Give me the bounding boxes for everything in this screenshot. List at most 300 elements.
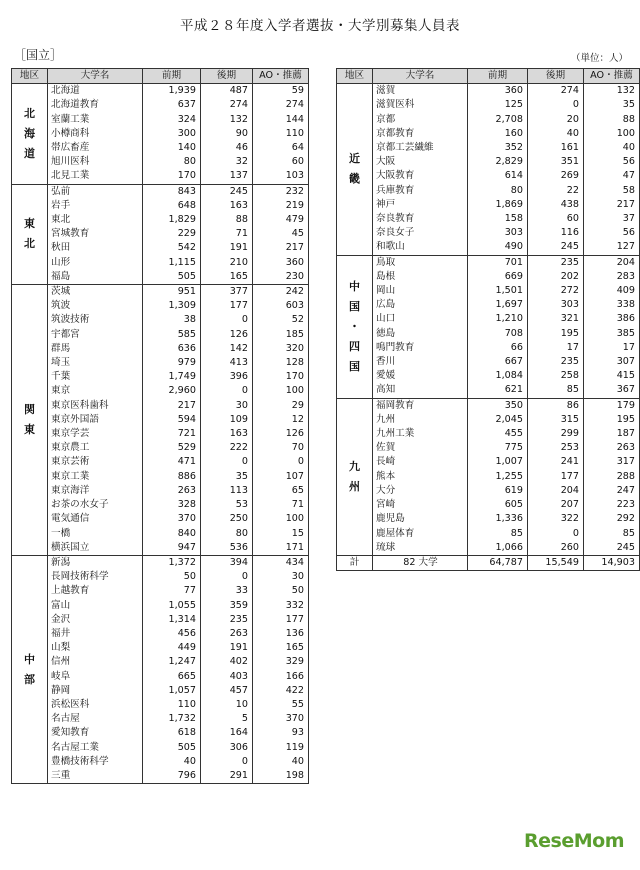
university-name: 筑波 bbox=[48, 299, 143, 313]
kouki-count: 40 bbox=[528, 127, 584, 141]
zenki-count: 840 bbox=[143, 527, 201, 541]
kouki-count: 142 bbox=[201, 342, 253, 356]
kouki-count: 88 bbox=[201, 213, 253, 227]
zenki-count: 1,732 bbox=[143, 712, 201, 726]
ao-count: 85 bbox=[584, 527, 640, 541]
header-region: 地区 bbox=[12, 69, 48, 84]
university-name: 宮城教育 bbox=[48, 227, 143, 241]
kouki-count: 394 bbox=[201, 555, 253, 570]
right-table-body bbox=[337, 84, 640, 556]
ao-count: 0 bbox=[253, 455, 309, 469]
zenki-count: 1,255 bbox=[468, 470, 528, 484]
zenki-count: 80 bbox=[143, 155, 201, 169]
ao-count: 307 bbox=[584, 355, 640, 369]
table-row bbox=[337, 369, 640, 383]
university-name: 茨城 bbox=[48, 285, 143, 300]
kouki-count: 163 bbox=[201, 427, 253, 441]
kouki-count: 235 bbox=[528, 355, 584, 369]
university-name: 広島 bbox=[373, 298, 468, 312]
ao-count: 29 bbox=[253, 399, 309, 413]
ao-count: 415 bbox=[584, 369, 640, 383]
kouki-count: 204 bbox=[528, 484, 584, 498]
ao-count: 317 bbox=[584, 455, 640, 469]
university-name: 帯広畜産 bbox=[48, 141, 143, 155]
university-name: 三重 bbox=[48, 769, 143, 784]
university-name: 福井 bbox=[48, 627, 143, 641]
table-row bbox=[12, 384, 309, 398]
zenki-count: 1,869 bbox=[468, 198, 528, 212]
zenki-count: 38 bbox=[143, 313, 201, 327]
university-name: 山形 bbox=[48, 256, 143, 270]
total-zenki: 64,787 bbox=[468, 555, 528, 570]
table-row bbox=[12, 584, 309, 598]
kouki-count: 260 bbox=[528, 541, 584, 556]
university-name: 一橋 bbox=[48, 527, 143, 541]
ao-count: 204 bbox=[584, 255, 640, 270]
table-row bbox=[337, 284, 640, 298]
table-row bbox=[12, 484, 309, 498]
zenki-count: 360 bbox=[468, 84, 528, 99]
zenki-count: 542 bbox=[143, 241, 201, 255]
university-name: 鹿児島 bbox=[373, 512, 468, 526]
kouki-count: 30 bbox=[201, 399, 253, 413]
table-row bbox=[12, 370, 309, 384]
ao-count: 64 bbox=[253, 141, 309, 155]
ao-count: 245 bbox=[584, 541, 640, 556]
university-name: 佐賀 bbox=[373, 441, 468, 455]
university-name: 電気通信 bbox=[48, 512, 143, 526]
university-name: 群馬 bbox=[48, 342, 143, 356]
zenki-count: 328 bbox=[143, 498, 201, 512]
zenki-count: 708 bbox=[468, 327, 528, 341]
table-row bbox=[337, 355, 640, 369]
ao-count: 386 bbox=[584, 312, 640, 326]
table-row bbox=[12, 512, 309, 526]
ao-count: 144 bbox=[253, 113, 309, 127]
ao-count: 45 bbox=[253, 227, 309, 241]
table-row bbox=[12, 769, 309, 784]
university-name: 徳島 bbox=[373, 327, 468, 341]
university-name: 旭川医科 bbox=[48, 155, 143, 169]
zenki-count: 636 bbox=[143, 342, 201, 356]
ao-count: 217 bbox=[584, 198, 640, 212]
table-row bbox=[12, 413, 309, 427]
total-universities: 82 大学 bbox=[373, 555, 468, 570]
zenki-count: 1,829 bbox=[143, 213, 201, 227]
ao-count: 37 bbox=[584, 212, 640, 226]
kouki-count: 113 bbox=[201, 484, 253, 498]
kouki-count: 177 bbox=[528, 470, 584, 484]
zenki-count: 665 bbox=[143, 670, 201, 684]
table-row bbox=[337, 212, 640, 226]
kouki-count: 207 bbox=[528, 498, 584, 512]
header-zenki: 前期 bbox=[143, 69, 201, 84]
zenki-count: 1,372 bbox=[143, 555, 201, 570]
zenki-count: 352 bbox=[468, 141, 528, 155]
region-cell: 関 東 bbox=[12, 285, 48, 556]
zenki-count: 456 bbox=[143, 627, 201, 641]
university-name: 鳴門教育 bbox=[373, 341, 468, 355]
table-row bbox=[337, 298, 640, 312]
zenki-count: 621 bbox=[468, 383, 528, 398]
table-row bbox=[12, 712, 309, 726]
zenki-count: 1,115 bbox=[143, 256, 201, 270]
university-name: 奈良女子 bbox=[373, 226, 468, 240]
zenki-count: 701 bbox=[468, 255, 528, 270]
kouki-count: 202 bbox=[528, 270, 584, 284]
kouki-count: 0 bbox=[201, 384, 253, 398]
kouki-count: 291 bbox=[201, 769, 253, 784]
university-name: 弘前 bbox=[48, 184, 143, 199]
ao-count: 247 bbox=[584, 484, 640, 498]
kouki-count: 402 bbox=[201, 655, 253, 669]
zenki-count: 605 bbox=[468, 498, 528, 512]
university-name: 京都 bbox=[373, 113, 468, 127]
ao-count: 47 bbox=[584, 169, 640, 183]
zenki-count: 1,336 bbox=[468, 512, 528, 526]
table-row bbox=[12, 670, 309, 684]
table-row bbox=[337, 84, 640, 99]
table-row bbox=[12, 342, 309, 356]
table-row bbox=[12, 98, 309, 112]
kouki-count: 274 bbox=[201, 98, 253, 112]
table-row bbox=[12, 84, 309, 99]
ao-count: 71 bbox=[253, 498, 309, 512]
kouki-count: 272 bbox=[528, 284, 584, 298]
table-row bbox=[12, 328, 309, 342]
zenki-count: 619 bbox=[468, 484, 528, 498]
zenki-count: 1,007 bbox=[468, 455, 528, 469]
kouki-count: 306 bbox=[201, 741, 253, 755]
table-row bbox=[12, 270, 309, 285]
ao-count: 166 bbox=[253, 670, 309, 684]
table-row bbox=[337, 470, 640, 484]
zenki-count: 585 bbox=[143, 328, 201, 342]
ao-count: 217 bbox=[253, 241, 309, 255]
university-name: 東京外国語 bbox=[48, 413, 143, 427]
table-row bbox=[12, 441, 309, 455]
ao-count: 603 bbox=[253, 299, 309, 313]
zenki-count: 1,055 bbox=[143, 599, 201, 613]
table-row bbox=[337, 169, 640, 183]
kouki-count: 359 bbox=[201, 599, 253, 613]
zenki-count: 979 bbox=[143, 356, 201, 370]
header-ao: AO・推薦 bbox=[253, 69, 309, 84]
ao-count: 40 bbox=[253, 755, 309, 769]
zenki-count: 449 bbox=[143, 641, 201, 655]
zenki-count: 843 bbox=[143, 184, 201, 199]
zenki-count: 1,309 bbox=[143, 299, 201, 313]
ao-count: 127 bbox=[584, 240, 640, 255]
region-cell: 中 国 ・ 四 国 bbox=[337, 255, 373, 398]
ao-count: 274 bbox=[253, 98, 309, 112]
university-name: 山口 bbox=[373, 312, 468, 326]
university-name: 岡山 bbox=[373, 284, 468, 298]
ao-count: 165 bbox=[253, 641, 309, 655]
university-name: 福島 bbox=[48, 270, 143, 285]
ao-count: 110 bbox=[253, 127, 309, 141]
table-row bbox=[12, 113, 309, 127]
ao-count: 70 bbox=[253, 441, 309, 455]
university-name: 東京医科歯科 bbox=[48, 399, 143, 413]
region-cell: 北 海 道 bbox=[12, 84, 48, 184]
zenki-count: 796 bbox=[143, 769, 201, 784]
zenki-count: 2,708 bbox=[468, 113, 528, 127]
kouki-count: 164 bbox=[201, 726, 253, 740]
header-university: 大学名 bbox=[373, 69, 468, 84]
ao-count: 136 bbox=[253, 627, 309, 641]
table-row bbox=[337, 98, 640, 112]
university-name: 岩手 bbox=[48, 199, 143, 213]
ao-count: 132 bbox=[584, 84, 640, 99]
zenki-count: 1,314 bbox=[143, 613, 201, 627]
ao-count: 100 bbox=[584, 127, 640, 141]
zenki-count: 2,045 bbox=[468, 413, 528, 427]
ao-count: 119 bbox=[253, 741, 309, 755]
table-row bbox=[12, 199, 309, 213]
kouki-count: 22 bbox=[528, 184, 584, 198]
kouki-count: 487 bbox=[201, 84, 253, 99]
university-name: 東京 bbox=[48, 384, 143, 398]
ao-count: 171 bbox=[253, 541, 309, 556]
kouki-count: 137 bbox=[201, 169, 253, 184]
table-row bbox=[337, 198, 640, 212]
zenki-count: 370 bbox=[143, 512, 201, 526]
ao-count: 185 bbox=[253, 328, 309, 342]
ao-count: 50 bbox=[253, 584, 309, 598]
total-kouki: 15,549 bbox=[528, 555, 584, 570]
zenki-count: 490 bbox=[468, 240, 528, 255]
table-row bbox=[12, 227, 309, 241]
ao-count: 126 bbox=[253, 427, 309, 441]
kouki-count: 377 bbox=[201, 285, 253, 300]
university-name: 千葉 bbox=[48, 370, 143, 384]
page-title: 平成２８年度入学者選抜・大学別募集人員表 bbox=[180, 18, 460, 34]
zenki-count: 455 bbox=[468, 427, 528, 441]
table-row bbox=[337, 541, 640, 556]
table-row bbox=[337, 226, 640, 240]
table-row bbox=[337, 184, 640, 198]
kouki-count: 46 bbox=[201, 141, 253, 155]
kouki-count: 274 bbox=[528, 84, 584, 99]
zenki-count: 125 bbox=[468, 98, 528, 112]
university-name: 信州 bbox=[48, 655, 143, 669]
header-kouki: 後期 bbox=[528, 69, 584, 84]
university-name: 東北 bbox=[48, 213, 143, 227]
kouki-count: 250 bbox=[201, 512, 253, 526]
university-name: 浜松医科 bbox=[48, 698, 143, 712]
university-name: 高知 bbox=[373, 383, 468, 398]
university-name: 大分 bbox=[373, 484, 468, 498]
region-cell: 九 州 bbox=[337, 398, 373, 555]
ao-count: 292 bbox=[584, 512, 640, 526]
kouki-count: 0 bbox=[528, 527, 584, 541]
university-name: 岐阜 bbox=[48, 670, 143, 684]
kouki-count: 5 bbox=[201, 712, 253, 726]
zenki-count: 160 bbox=[468, 127, 528, 141]
table-row bbox=[12, 169, 309, 184]
kouki-count: 245 bbox=[528, 240, 584, 255]
header-zenki: 前期 bbox=[468, 69, 528, 84]
table-row bbox=[337, 441, 640, 455]
ao-count: 320 bbox=[253, 342, 309, 356]
zenki-count: 637 bbox=[143, 98, 201, 112]
kouki-count: 165 bbox=[201, 270, 253, 285]
kouki-count: 109 bbox=[201, 413, 253, 427]
table-row bbox=[12, 299, 309, 313]
ao-count: 65 bbox=[253, 484, 309, 498]
university-name: 滋賀 bbox=[373, 84, 468, 99]
ao-count: 434 bbox=[253, 555, 309, 570]
university-name: 北見工業 bbox=[48, 169, 143, 184]
ao-count: 56 bbox=[584, 155, 640, 169]
university-name: 東京学芸 bbox=[48, 427, 143, 441]
zenki-count: 618 bbox=[143, 726, 201, 740]
unit-label: （単位：人） bbox=[570, 53, 628, 64]
university-name: 名古屋工業 bbox=[48, 741, 143, 755]
zenki-count: 1,210 bbox=[468, 312, 528, 326]
zenki-count: 2,960 bbox=[143, 384, 201, 398]
table-row bbox=[12, 141, 309, 155]
zenki-count: 1,697 bbox=[468, 298, 528, 312]
table-row bbox=[12, 541, 309, 556]
zenki-count: 614 bbox=[468, 169, 528, 183]
ao-count: 195 bbox=[584, 413, 640, 427]
ao-count: 93 bbox=[253, 726, 309, 740]
university-name: 九州工業 bbox=[373, 427, 468, 441]
ao-count: 100 bbox=[253, 384, 309, 398]
kouki-count: 299 bbox=[528, 427, 584, 441]
table-row bbox=[337, 127, 640, 141]
zenki-count: 85 bbox=[468, 527, 528, 541]
kouki-count: 235 bbox=[528, 255, 584, 270]
ao-count: 88 bbox=[584, 113, 640, 127]
table-row bbox=[12, 726, 309, 740]
kouki-count: 413 bbox=[201, 356, 253, 370]
kouki-count: 241 bbox=[528, 455, 584, 469]
table-row bbox=[12, 399, 309, 413]
kouki-count: 90 bbox=[201, 127, 253, 141]
zenki-count: 947 bbox=[143, 541, 201, 556]
ao-count: 288 bbox=[584, 470, 640, 484]
kouki-count: 0 bbox=[528, 98, 584, 112]
total-label: 計 bbox=[337, 555, 373, 570]
kouki-count: 0 bbox=[201, 570, 253, 584]
table-row bbox=[12, 698, 309, 712]
ao-count: 103 bbox=[253, 169, 309, 184]
table-row bbox=[337, 113, 640, 127]
ao-count: 242 bbox=[253, 285, 309, 300]
header-region: 地区 bbox=[337, 69, 373, 84]
ao-count: 60 bbox=[253, 155, 309, 169]
university-name: 滋賀医科 bbox=[373, 98, 468, 112]
ao-count: 177 bbox=[253, 613, 309, 627]
ao-count: 198 bbox=[253, 769, 309, 784]
kouki-count: 126 bbox=[201, 328, 253, 342]
kouki-count: 191 bbox=[201, 641, 253, 655]
header-ao: AO・推薦 bbox=[584, 69, 640, 84]
kouki-count: 35 bbox=[201, 470, 253, 484]
table-row bbox=[12, 127, 309, 141]
kouki-count: 351 bbox=[528, 155, 584, 169]
zenki-count: 648 bbox=[143, 199, 201, 213]
ao-count: 55 bbox=[253, 698, 309, 712]
kouki-count: 195 bbox=[528, 327, 584, 341]
university-name: 北海道 bbox=[48, 84, 143, 99]
region-cell: 中 部 bbox=[12, 555, 48, 783]
table-row bbox=[12, 613, 309, 627]
table-row bbox=[337, 240, 640, 255]
zenki-count: 1,247 bbox=[143, 655, 201, 669]
zenki-count: 300 bbox=[143, 127, 201, 141]
left-table bbox=[11, 68, 309, 784]
table-row bbox=[12, 741, 309, 755]
university-name: 横浜国立 bbox=[48, 541, 143, 556]
ao-count: 100 bbox=[253, 512, 309, 526]
zenki-count: 140 bbox=[143, 141, 201, 155]
ao-count: 370 bbox=[253, 712, 309, 726]
table-row bbox=[337, 383, 640, 398]
university-name: 秋田 bbox=[48, 241, 143, 255]
ao-count: 329 bbox=[253, 655, 309, 669]
kouki-count: 80 bbox=[201, 527, 253, 541]
table-row bbox=[12, 755, 309, 769]
table-row bbox=[12, 427, 309, 441]
table-row bbox=[12, 641, 309, 655]
zenki-count: 505 bbox=[143, 270, 201, 285]
kouki-count: 86 bbox=[528, 398, 584, 413]
kouki-count: 53 bbox=[201, 498, 253, 512]
table-row bbox=[337, 398, 640, 413]
university-name: 上越教育 bbox=[48, 584, 143, 598]
kouki-count: 222 bbox=[201, 441, 253, 455]
kouki-count: 321 bbox=[528, 312, 584, 326]
university-name: 静岡 bbox=[48, 684, 143, 698]
table-row bbox=[12, 470, 309, 484]
university-name: 熊本 bbox=[373, 470, 468, 484]
zenki-count: 667 bbox=[468, 355, 528, 369]
ao-count: 360 bbox=[253, 256, 309, 270]
university-name: 筑波技術 bbox=[48, 313, 143, 327]
university-name: 富山 bbox=[48, 599, 143, 613]
table-row bbox=[337, 141, 640, 155]
ao-count: 107 bbox=[253, 470, 309, 484]
table-row bbox=[12, 285, 309, 300]
ao-count: 219 bbox=[253, 199, 309, 213]
ao-count: 30 bbox=[253, 570, 309, 584]
zenki-count: 66 bbox=[468, 341, 528, 355]
category-label: ［国立］ bbox=[14, 48, 63, 62]
zenki-count: 303 bbox=[468, 226, 528, 240]
ao-count: 17 bbox=[584, 341, 640, 355]
table-row bbox=[12, 527, 309, 541]
zenki-count: 1,939 bbox=[143, 84, 201, 99]
ao-count: 232 bbox=[253, 184, 309, 199]
zenki-count: 110 bbox=[143, 698, 201, 712]
university-name: 室蘭工業 bbox=[48, 113, 143, 127]
kouki-count: 0 bbox=[201, 755, 253, 769]
ao-count: 332 bbox=[253, 599, 309, 613]
table-row bbox=[12, 570, 309, 584]
university-name: 奈良教育 bbox=[373, 212, 468, 226]
table-row bbox=[337, 512, 640, 526]
zenki-count: 1,501 bbox=[468, 284, 528, 298]
region-cell: 近 畿 bbox=[337, 84, 373, 255]
zenki-count: 951 bbox=[143, 285, 201, 300]
zenki-count: 1,084 bbox=[468, 369, 528, 383]
table-row bbox=[337, 413, 640, 427]
table-row bbox=[12, 498, 309, 512]
